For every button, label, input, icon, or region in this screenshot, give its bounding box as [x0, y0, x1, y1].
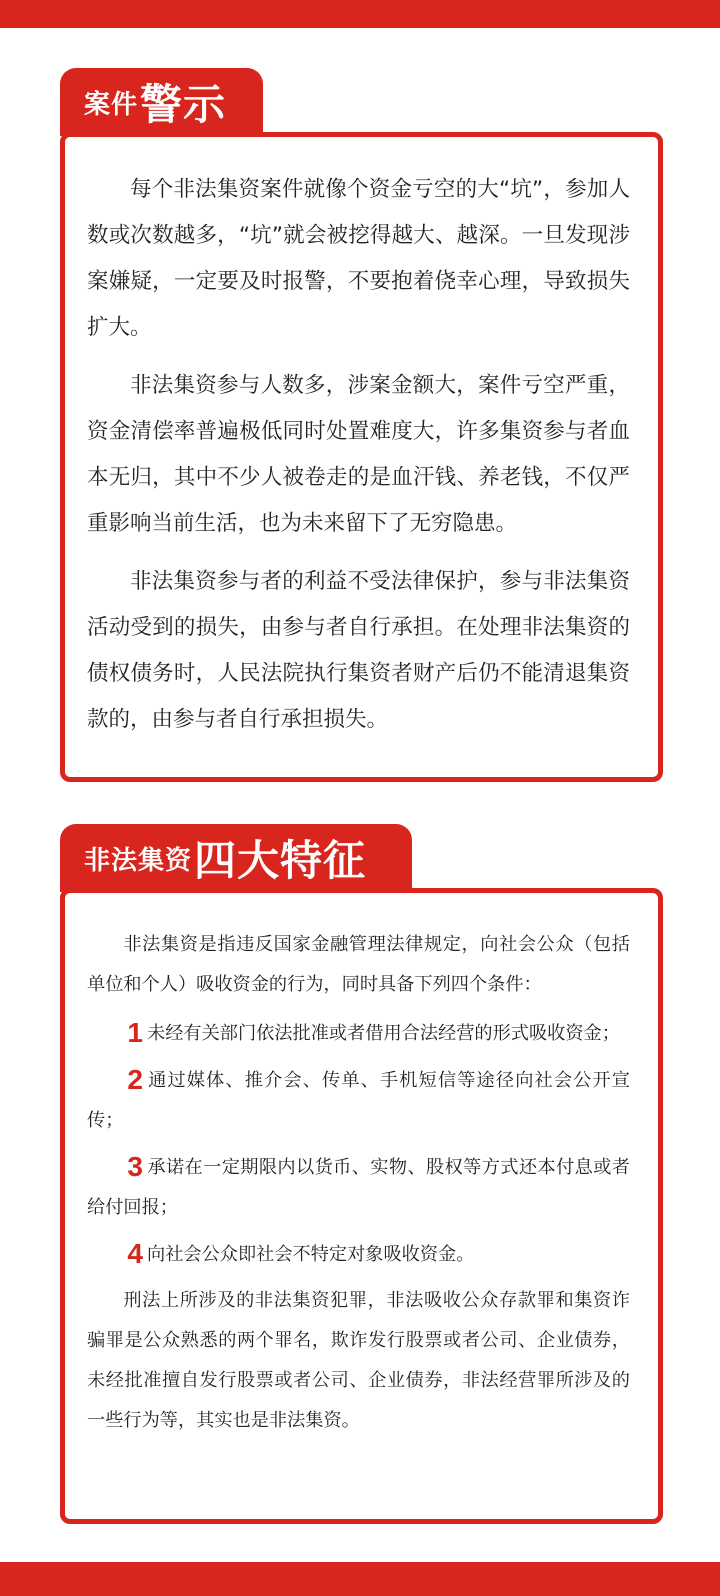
feature-text: 承诺在一定期限内以货币、实物、股权等方式还本付息或者给付回报；: [87, 1157, 630, 1218]
section-title-case-warning: [60, 68, 263, 136]
feature-text: 向社会公众即社会不特定对象吸收资金。: [147, 1244, 475, 1265]
intro-paragraph: 非法集资是指违反国家金融管理法律规定，向社会公众（包括单位和个人）吸收资金的行为，同时具备下列四个条件：: [87, 934, 630, 995]
feature-number: 4: [127, 1238, 143, 1269]
feature-text: 未经有关部门依法批准或者借用合法经营的形式吸收资金；: [147, 1023, 620, 1044]
section-title-four-features: [60, 824, 412, 892]
section-title-big: 警示: [140, 80, 227, 129]
feature-number: 3: [127, 1151, 143, 1182]
case-warning-panel: [60, 132, 663, 782]
section-title-big: 四大特征: [194, 836, 367, 885]
four-features-panel: [60, 888, 663, 1524]
section-title-small: 案件: [84, 89, 139, 120]
feature-item: [87, 1234, 630, 1275]
feature-item: [87, 1060, 630, 1141]
feature-number: 2: [127, 1064, 143, 1095]
paragraph: 非法集资参与者的利益不受法律保护，参与非法集资活动受到的损失，由参与者自行承担。在处理非法集资的债权债务时，人民法院执行集资者财产后仍不能清退集资款的，由参与者自行承担损失。: [87, 569, 630, 732]
feature-item: [87, 1147, 630, 1228]
closing-paragraph: 刑法上所涉及的非法集资犯罪，非法吸收公众存款罪和集资诈骗罪是公众熟悉的两个罪名，欺诈发行股票或者公司、企业债券，未经批准擅自发行股票或者公司、企业债券，非法经营罪所涉及的一些行为等，其实也是非法集资。: [87, 1290, 630, 1431]
top-banner-bar: [0, 0, 720, 28]
paragraph: 非法集资参与人数多，涉案金额大，案件亏空严重，资金清偿率普遍极低同时处置难度大，许多集资参与者血本无归，其中不少人被卷走的是血汗钱、养老钱，不仅严重影响当前生活，也为未来留下了无穷隐患。: [87, 373, 630, 536]
bottom-banner-bar: [0, 1562, 720, 1596]
feature-text: 通过媒体、推介会、传单、手机短信等途径向社会公开宣传；: [87, 1070, 630, 1131]
section-title-small: 非法集资: [84, 845, 193, 876]
feature-item: [87, 1013, 630, 1054]
feature-number: 1: [127, 1017, 143, 1048]
paragraph: 每个非法集资案件就像个资金亏空的大“坑”，参加人数或次数越多，“坑”就会被挖得越大、越深。一旦发现涉案嫌疑，一定要及时报警，不要抱着侥幸心理，导致损失扩大。: [87, 177, 630, 340]
